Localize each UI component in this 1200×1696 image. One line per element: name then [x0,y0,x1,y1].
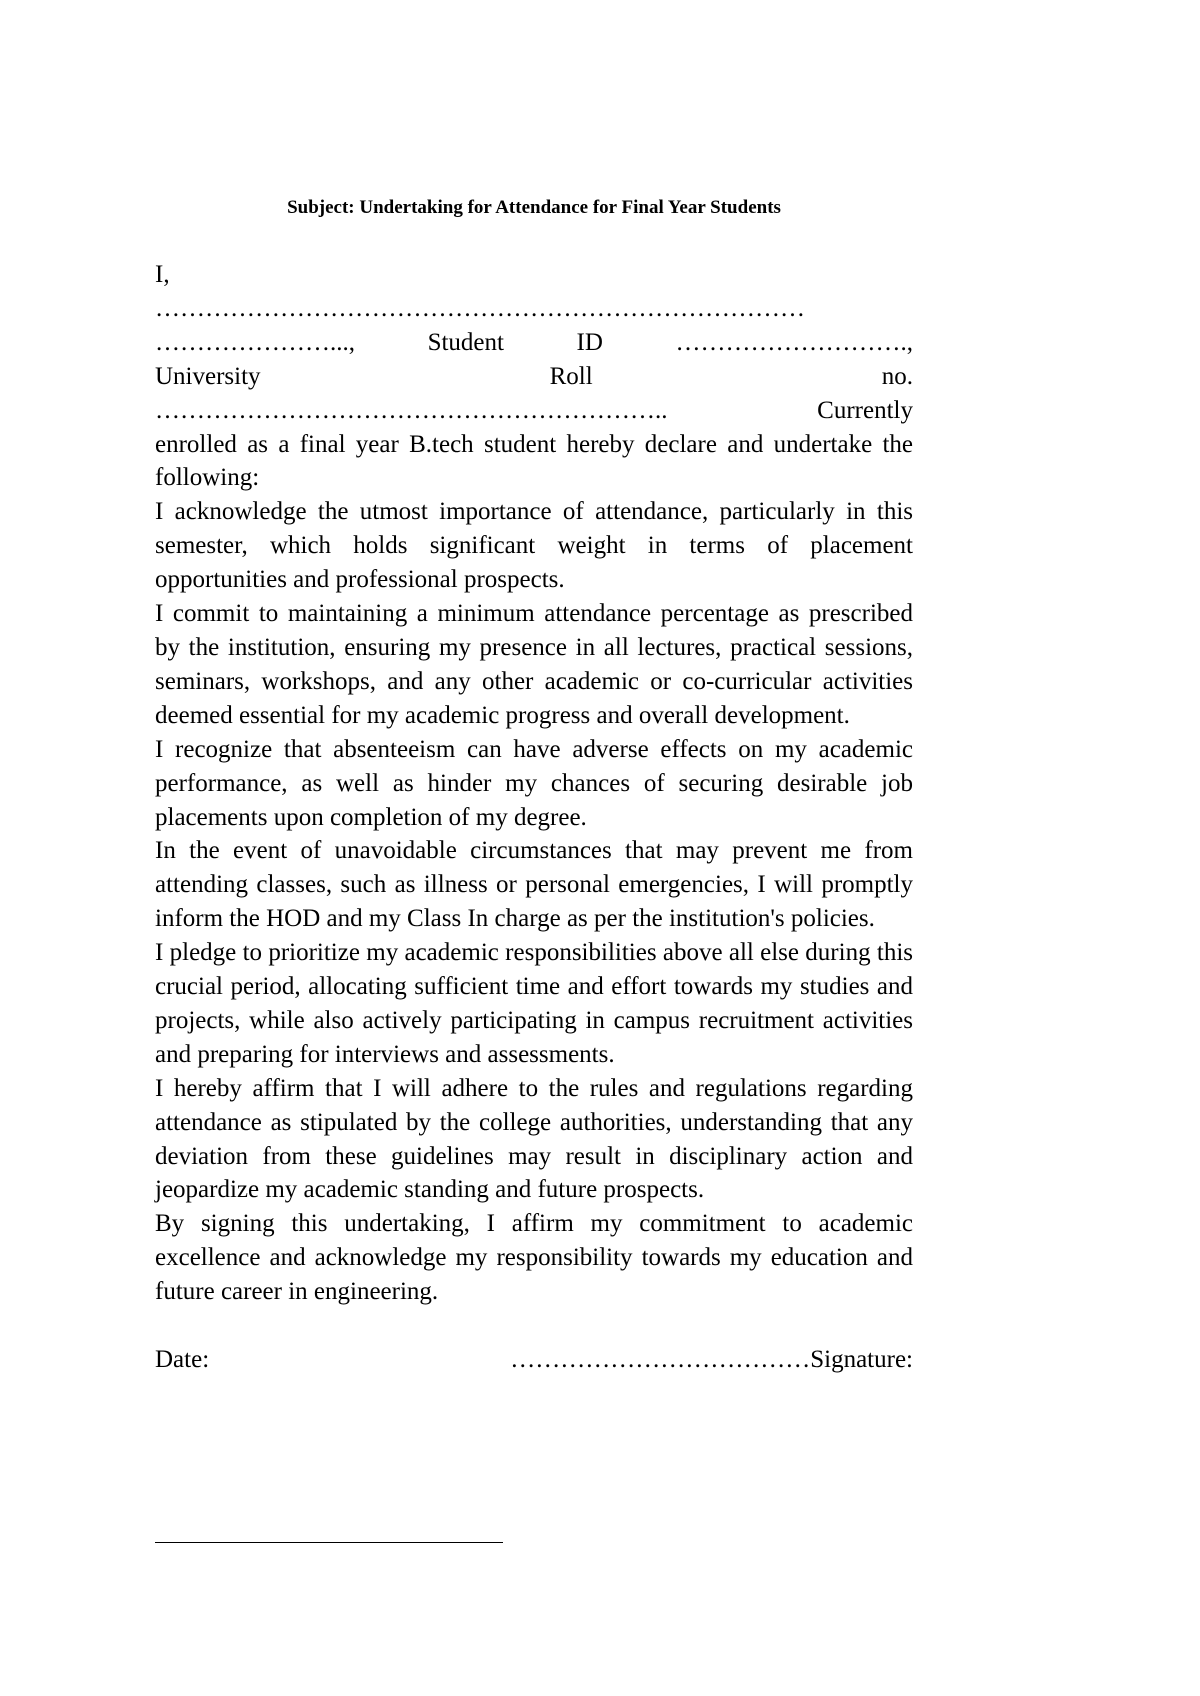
subject-heading: Subject: Undertaking for Attendance for Final Year Students [287,197,781,218]
intro-line-2: …………………………………………………………………… [155,294,805,322]
paragraph-attendance-importance: I acknowledge the utmost importance of attendance, particularly in this semester, which holds significant weight in terms of placement opportunities and professional prospects. [155,498,913,594]
spacer [155,1309,913,1343]
paragraph-absenteeism-effects: I recognize that absenteeism can have adverse effects on my academic performance, as well as hinder my chances of securing desirable job placements upon completion of my degree. [155,735,913,831]
date-label: Date: [155,1345,210,1373]
date-field: ……………………………… [510,1345,811,1373]
intro-line-4: University Roll no. [155,362,913,390]
intro-line-1: I, [155,261,170,288]
paragraph-unavoidable-circumstances: In the event of unavoidable circumstances that may prevent me from attending classes, such as illness or personal emergencies, I will promptly inform the HOD and my Class In charge as per the institution's policies. [155,837,913,933]
date-dots [510,1346,913,1373]
signature-label: Signature: [810,1345,913,1373]
paragraph-adhere-rules: I hereby affirm that I will adhere to the rules and regulations regarding attendance as stipulated by the college authorities, understanding that any deviation from these guidelines may result in disciplinary action and jeopardize my academic standing and future prospects. [155,1074,913,1204]
document-body [155,258,913,1377]
intro-line-5: …………………………………………………….. Currently [155,396,913,424]
paragraph-minimum-attendance: I commit to maintaining a minimum attendance percentage as prescribed by the institution, ensuring my presence in all lectures, practical sessions, seminars, workshops, and any other academic or co-curricular activities deemed essential for my academic progress and overall development. [155,600,913,729]
signature-line [155,1542,503,1543]
intro-line-6: enrolled as a final year B.tech student hereby declare and undertake the following: [155,430,913,492]
paragraph-prioritize-academics: I pledge to prioritize my academic responsibilities above all else during this crucial period, allocating sufficient time and effort towards my studies and projects, while also actively participating in campus recruitment activities and preparing for interviews and assessments. [155,939,913,1068]
date-signature-row [155,1343,913,1377]
paragraph-commitment: By signing this undertaking, I affirm my commitment to academic excellence and acknowledge my responsibility towards my education and future career in engineering. [155,1210,913,1306]
intro-line-3: …………………..., Student ID ………………………., [155,328,913,356]
